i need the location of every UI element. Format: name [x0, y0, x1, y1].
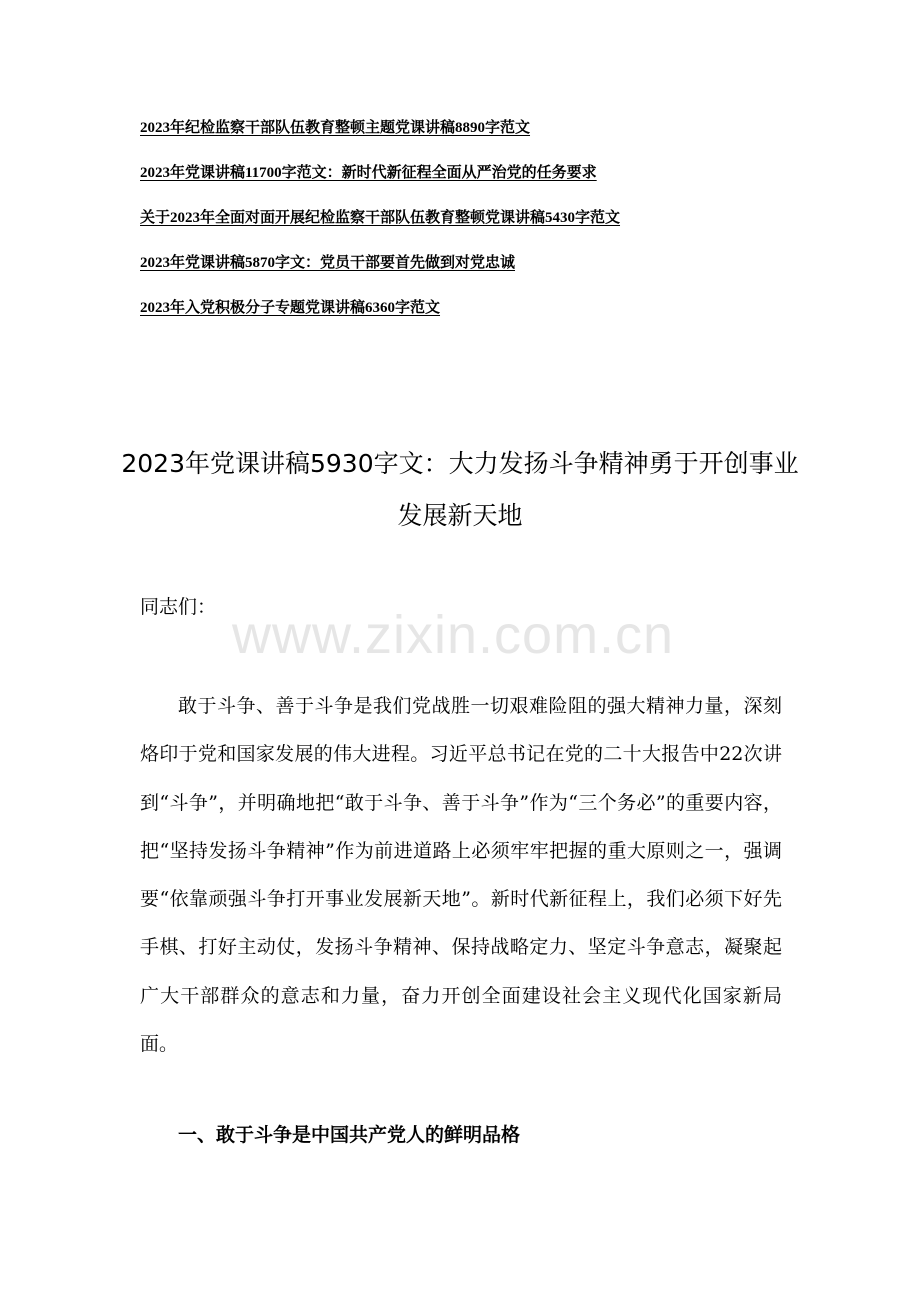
related-link-5[interactable]: 2023年入党积极分子专题党课讲稿6360字范文 — [140, 300, 441, 316]
related-link-4[interactable]: 2023年党课讲稿5870字文：党员干部要首先做到对党忠诚 — [140, 255, 516, 271]
related-link-2[interactable]: 2023年党课讲稿11700字范文：新时代新征程全面从严治党的任务要求 — [140, 165, 597, 181]
document-title: 2023年党课讲稿5930字文：大力发扬斗争精神勇于开创事业发展新天地 — [121, 449, 799, 530]
watermark: www.zixin.com.cn — [232, 605, 675, 665]
related-link-1[interactable]: 2023年纪检监察干部队伍教育整顿主题党课讲稿8890字范文 — [140, 120, 531, 136]
related-links-list — [140, 118, 840, 343]
section-heading: 一、敢于斗争是中国共产党人的鲜明品格 — [178, 1124, 521, 1146]
greeting: 同志们： — [140, 596, 217, 618]
related-link-3[interactable]: 关于2023年全面对面开展纪检监察干部队伍教育整顿党课讲稿5430字范文 — [140, 210, 621, 226]
body-paragraph: 敢于斗争、善于斗争是我们党战胜一切艰难险阻的强大精神力量，深刻烙印于党和国家发展的伟大进程。习近平总书记在党的二十大报告中22次讲到“斗争”，并明确地把“敢于斗争、善于斗争”作为“三个务必”的重要内容，把“坚持发扬斗争精神”作为前进道路上必须牢牢把握的重大原则之一，强调要“依靠顽强斗争打开事业发展新天地”。新时代新征程上，我们必须下好先手棋、打好主动仗，发扬斗争精神、保持战略定力、坚定斗争意志，凝聚起广大干部群众的意志和力量，奋力开创全面建设社会主义现代化国家新局面。 — [140, 695, 782, 1056]
